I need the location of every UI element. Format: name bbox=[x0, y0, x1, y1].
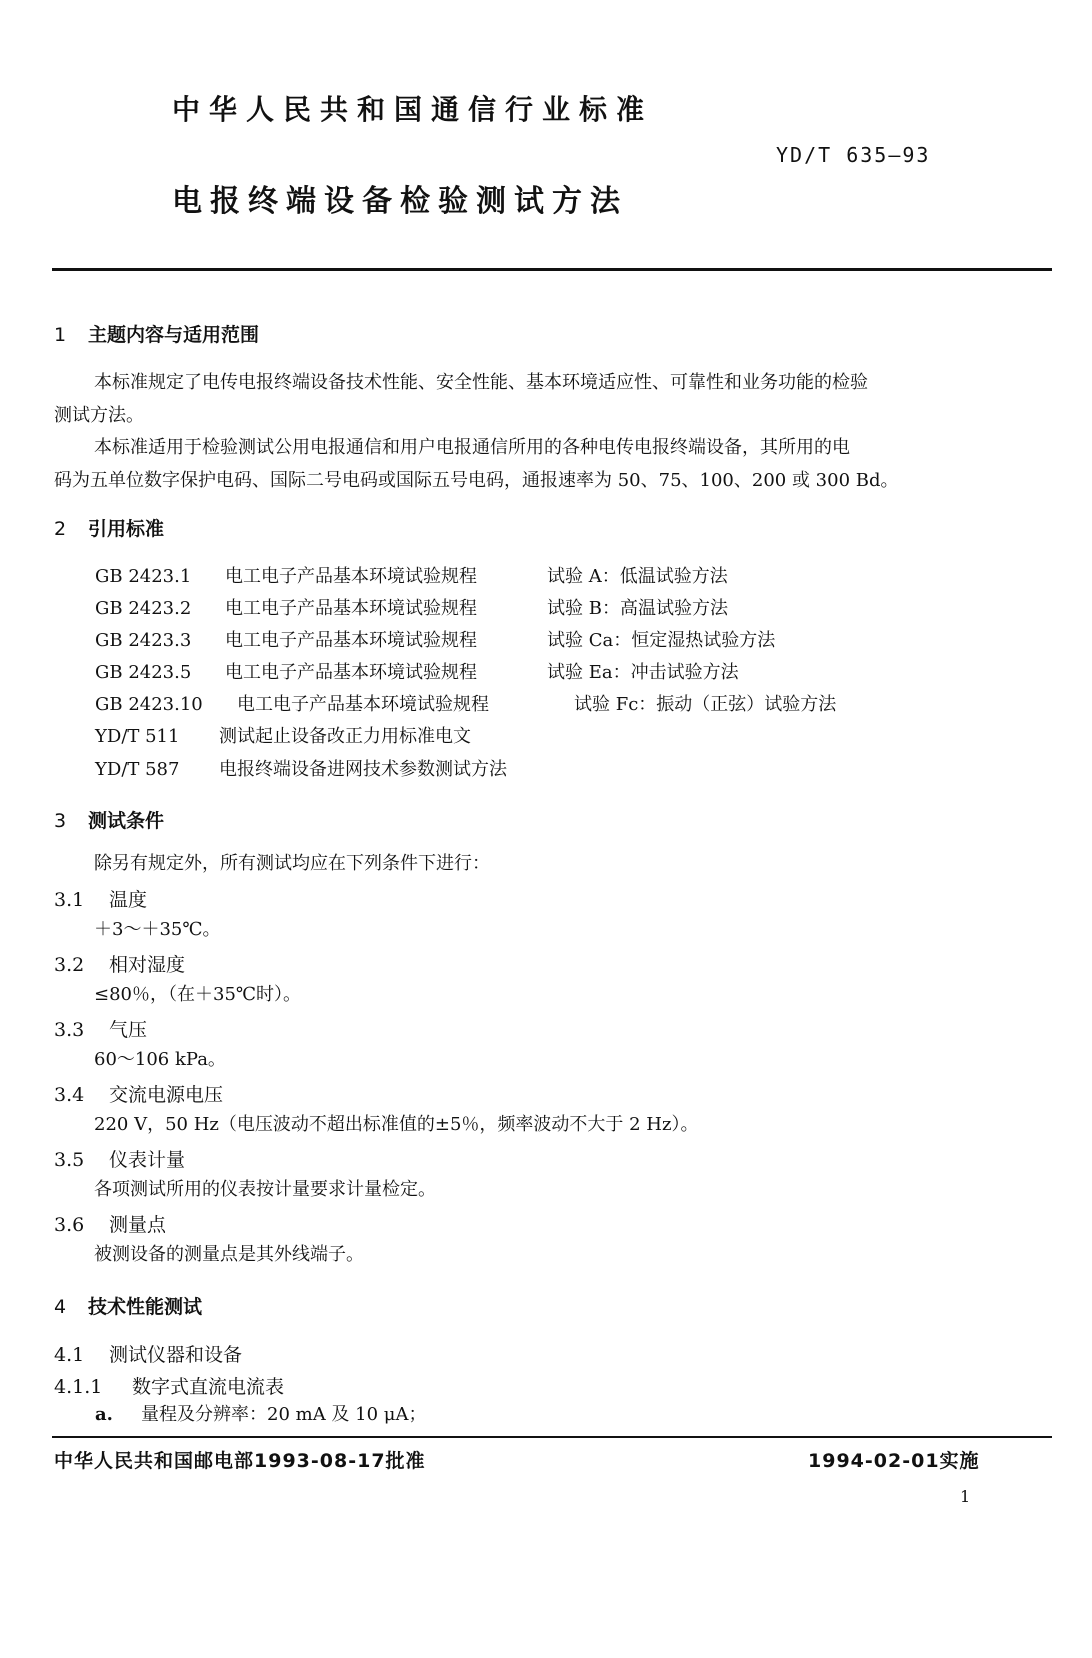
list-item-text: 量程及分辨率：20 mA 及 10 μA； bbox=[141, 1404, 427, 1425]
section-3-title: 测试条件 bbox=[88, 810, 165, 832]
section-1-heading bbox=[54, 320, 259, 347]
reference-test: 试验 A：低温试验方法 bbox=[547, 566, 728, 587]
section-1-p2-line2: 码为五单位数字保护电码、国际二号电码或国际五号电码，通报速率为 50、75、100、200 或 300 Bd。 bbox=[54, 470, 899, 491]
section-3-intro: 除另有规定外，所有测试均应在下列条件下进行： bbox=[94, 853, 490, 874]
section-2-number: 2 bbox=[54, 518, 67, 540]
reference-test: 试验 Ea：冲击试验方法 bbox=[547, 662, 739, 683]
section-2-heading bbox=[54, 514, 164, 541]
reference-item bbox=[95, 562, 728, 588]
reference-item bbox=[95, 722, 471, 748]
footer-rule bbox=[52, 1436, 1052, 1438]
condition-value: ≤80％，（在＋35℃时）。 bbox=[94, 984, 302, 1005]
reference-name: 电工电子产品基本环境试验规程 bbox=[225, 566, 477, 587]
reference-item bbox=[95, 658, 739, 684]
page-number: 1 bbox=[960, 1487, 971, 1506]
condition-heading bbox=[54, 1015, 147, 1042]
reference-code: YD/T 511 bbox=[95, 726, 180, 747]
condition-value: 60～106 kPa。 bbox=[94, 1049, 226, 1070]
section-4-heading bbox=[54, 1292, 202, 1319]
reference-name: 电工电子产品基本环境试验规程 bbox=[225, 662, 477, 683]
subsection-number: 4.1.1 bbox=[54, 1376, 103, 1398]
section-1-p1-line2: 测试方法。 bbox=[54, 405, 144, 426]
reference-code: YD/T 587 bbox=[95, 759, 180, 780]
reference-code: GB 2423.2 bbox=[95, 598, 192, 619]
condition-heading bbox=[54, 1145, 185, 1172]
condition-label: 测量点 bbox=[109, 1214, 167, 1236]
condition-heading bbox=[54, 1080, 223, 1107]
condition-heading bbox=[54, 885, 147, 912]
section-2-title: 引用标准 bbox=[88, 518, 165, 540]
list-item-a bbox=[95, 1397, 426, 1432]
condition-value: 被测设备的测量点是其外线端子。 bbox=[94, 1244, 364, 1265]
reference-name: 测试起止设备改正力用标准电文 bbox=[219, 726, 471, 747]
condition-label: 仪表计量 bbox=[109, 1149, 186, 1171]
section-3-number: 3 bbox=[54, 810, 67, 832]
section-1-p1-line1: 本标准规定了电传电报终端设备技术性能、安全性能、基本环境适应性、可靠性和业务功能的检验 bbox=[94, 372, 868, 393]
reference-name: 电工电子产品基本环境试验规程 bbox=[225, 598, 477, 619]
section-1-number: 1 bbox=[54, 324, 67, 346]
condition-value: 220 V，50 Hz（电压波动不超出标准值的±5％，频率波动不大于 2 Hz）。 bbox=[94, 1114, 699, 1135]
condition-number: 3.1 bbox=[54, 889, 85, 911]
reference-test: 试验 Fc：振动（正弦）试验方法 bbox=[574, 694, 837, 715]
condition-heading bbox=[54, 1210, 166, 1237]
reference-item bbox=[95, 755, 507, 781]
reference-name: 电报终端设备进网技术参数测试方法 bbox=[219, 759, 507, 780]
reference-code: GB 2423.1 bbox=[95, 566, 192, 587]
reference-code: GB 2423.5 bbox=[95, 662, 192, 683]
effective-date: 1994-02-01实施 bbox=[808, 1450, 980, 1472]
subsection-label: 测试仪器和设备 bbox=[109, 1344, 243, 1366]
reference-test: 试验 Ca：恒定湿热试验方法 bbox=[547, 630, 776, 651]
approval-line: 中华人民共和国邮电部1993-08-17批准 bbox=[54, 1450, 426, 1472]
reference-item bbox=[95, 626, 775, 652]
condition-heading bbox=[54, 950, 185, 977]
condition-number: 3.3 bbox=[54, 1019, 85, 1041]
reference-item bbox=[95, 690, 836, 716]
section-1-title: 主题内容与适用范围 bbox=[88, 324, 260, 346]
condition-value: ＋3～＋35℃。 bbox=[94, 919, 221, 940]
reference-name: 电工电子产品基本环境试验规程 bbox=[225, 630, 477, 651]
condition-value: 各项测试所用的仪表按计量要求计量检定。 bbox=[94, 1179, 436, 1200]
subsection-4-1-1 bbox=[54, 1372, 284, 1399]
condition-label: 温度 bbox=[109, 889, 148, 911]
header-rule bbox=[52, 268, 1052, 271]
condition-label: 气压 bbox=[109, 1019, 148, 1041]
reference-code: GB 2423.10 bbox=[95, 694, 203, 715]
condition-number: 3.2 bbox=[54, 954, 85, 976]
condition-number: 3.4 bbox=[54, 1084, 85, 1106]
reference-item bbox=[95, 594, 728, 620]
section-4-number: 4 bbox=[54, 1296, 67, 1318]
condition-number: 3.5 bbox=[54, 1149, 85, 1171]
subsection-number: 4.1 bbox=[54, 1344, 85, 1366]
section-3-heading bbox=[54, 806, 164, 833]
section-1-p2-line1: 本标准适用于检验测试公用电报通信和用户电报通信所用的各种电传电报终端设备，其所用的电 bbox=[94, 437, 850, 458]
list-item-marker: a. bbox=[95, 1404, 113, 1425]
section-4-title: 技术性能测试 bbox=[88, 1296, 203, 1318]
condition-label: 相对湿度 bbox=[109, 954, 186, 976]
condition-number: 3.6 bbox=[54, 1214, 85, 1236]
subsection-label: 数字式直流电流表 bbox=[132, 1376, 285, 1398]
reference-code: GB 2423.3 bbox=[95, 630, 192, 651]
subsection-4-1 bbox=[54, 1340, 242, 1367]
condition-label: 交流电源电压 bbox=[109, 1084, 224, 1106]
standard-category: 中华人民共和国通信行业标准 bbox=[172, 93, 654, 126]
standard-code: YD/T 635—93 bbox=[776, 143, 931, 167]
doc-title: 电报终端设备检验测试方法 bbox=[172, 184, 628, 219]
reference-name: 电工电子产品基本环境试验规程 bbox=[237, 694, 489, 715]
reference-test: 试验 B：高温试验方法 bbox=[547, 598, 728, 619]
